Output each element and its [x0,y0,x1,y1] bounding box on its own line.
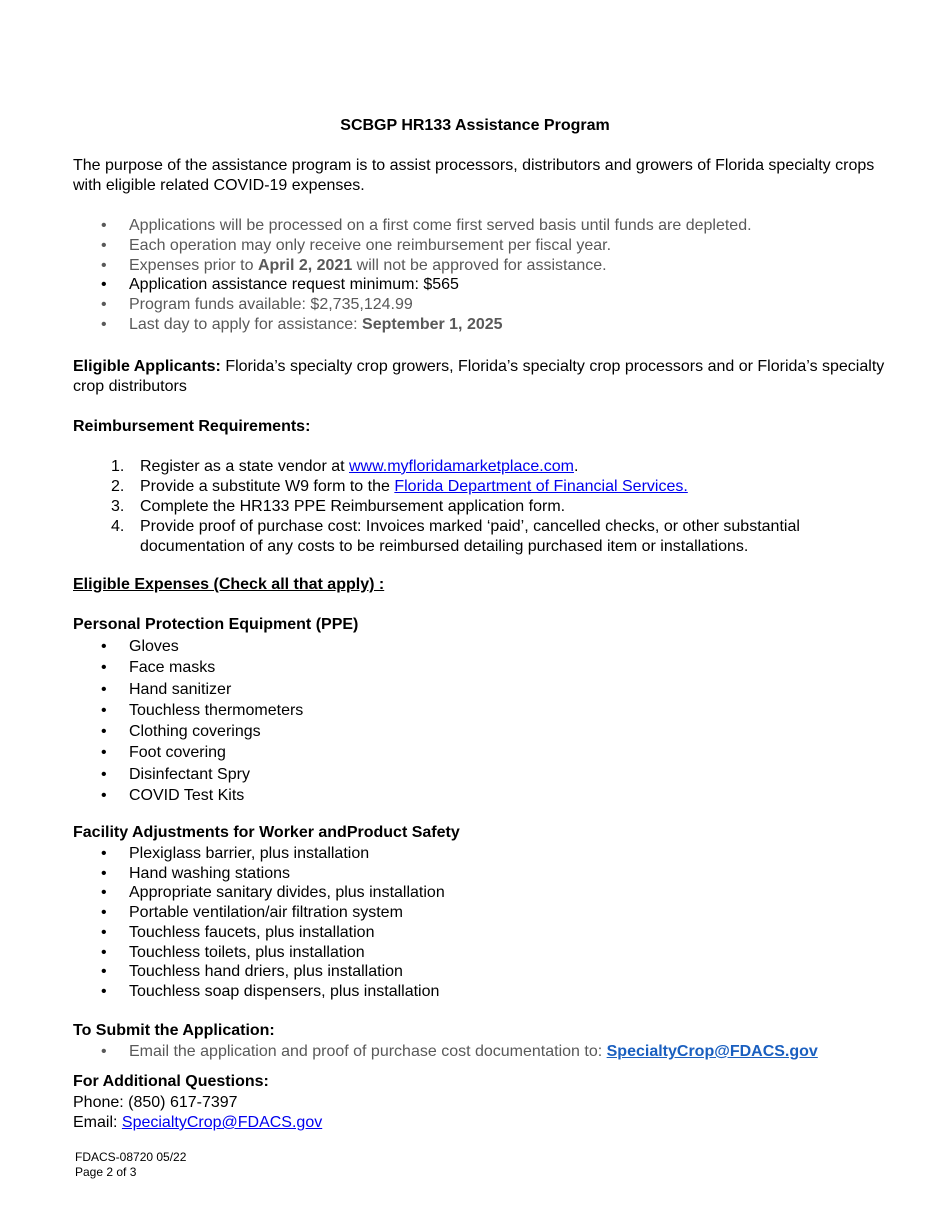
questions-email: Email: SpecialtyCrop@FDACS.gov [73,1114,323,1131]
list-item: • Gloves [101,638,179,655]
list-item: • Email the application and proof of purchase cost documentation to: SpecialtyCrop@FDACS.gov [101,1043,818,1060]
footer [75,1150,186,1180]
list-item: • Foot covering [101,744,226,762]
list-item: • Touchless toilets, plus installation [101,943,365,961]
list-item: • Disinfectant Spry [101,765,250,783]
list-item: • Plexiglass barrier, plus installation [101,845,370,862]
list-item: • Expenses prior to April 2, 2021 will not be approved for assistance. [101,256,607,274]
marketplace-link[interactable]: www.myfloridamarketplace.com [349,458,574,475]
ppe-heading: Personal Protection Equipment (PPE) [73,616,359,633]
questions-phone: Phone: (850) 617-7397 [73,1094,238,1111]
list-item: 3. Complete the HR133 PPE Reimbursement application form. [111,498,566,515]
list-item: • Program funds available: $2,735,124.99 [101,296,413,314]
page-title: SCBGP HR133 Assistance Program [340,117,610,134]
list-item: • Portable ventilation/air filtration system [101,904,403,922]
list-item: • COVID Test Kits [101,787,245,805]
list-item: • Application assistance request minimum: $565 [101,276,459,294]
list-item: • Touchless soap dispensers, plus installation [101,982,440,1000]
list-item: • Each operation may only receive one reimbursement per fiscal year. [101,236,612,254]
list-item: • Applications will be processed on a first come first served basis until funds are depleted. [101,217,752,234]
intro-paragraph: The purpose of the assistance program is to assist processors, distributors and growers of Florida specialty crops with eligible related COVID-19 expenses. [73,157,875,194]
list-item: 4. Provide proof of purchase cost: Invoices marked ‘paid’, cancelled checks, or other substantial documentation of any costs to be reimbursed detailing purchased item or installations. [111,518,800,555]
ppe-list [73,636,893,806]
reimbursement-steps [73,457,873,557]
list-item: • Touchless thermometers [101,701,304,719]
list-item: • Last day to apply for assistance: September 1, 2025 [101,315,503,333]
list-item: • Appropriate sanitary divides, plus installation [101,884,445,902]
reimbursement-heading: Reimbursement Requirements: [73,418,311,435]
questions-email-link[interactable]: SpecialtyCrop@FDACS.gov [121,1114,323,1131]
submit-list [73,1042,893,1062]
list-item: • Touchless faucets, plus installation [101,923,375,941]
submit-heading: To Submit the Application: [73,1022,275,1039]
submit-email-link[interactable]: SpecialtyCrop@FDACS.gov [606,1043,818,1060]
page-number: Page 2 of 3 [75,1165,137,1179]
list-item: • Clothing coverings [101,723,261,741]
eligible-applicants: Eligible Applicants: Florida’s specialty crop growers, Florida’s specialty crop processors and or Florida’s specialty crop distributors [73,358,885,395]
dfs-link[interactable]: Florida Department of Financial Services. [394,478,688,495]
list-item: • Face masks [101,659,216,677]
list-item: • Hand washing stations [101,864,290,882]
list-item: 2. Provide a substitute W9 form to the Florida Department of Financial Services. [111,478,688,495]
list-item: • Hand sanitizer [101,680,232,698]
list-item: • Touchless hand driers, plus installation [101,963,403,981]
list-item: 1. Register as a state vendor at www.myfloridamarketplace.com. [111,458,579,475]
facility-list [73,844,893,1002]
eligible-expenses-heading: Eligible Expenses (Check all that apply) : [73,576,385,593]
key-points-list [73,216,893,335]
questions-heading: For Additional Questions: [73,1073,269,1090]
form-id: FDACS-08720 05/22 [75,1150,187,1164]
facility-heading: Facility Adjustments for Worker andProduct Safety [73,824,460,841]
